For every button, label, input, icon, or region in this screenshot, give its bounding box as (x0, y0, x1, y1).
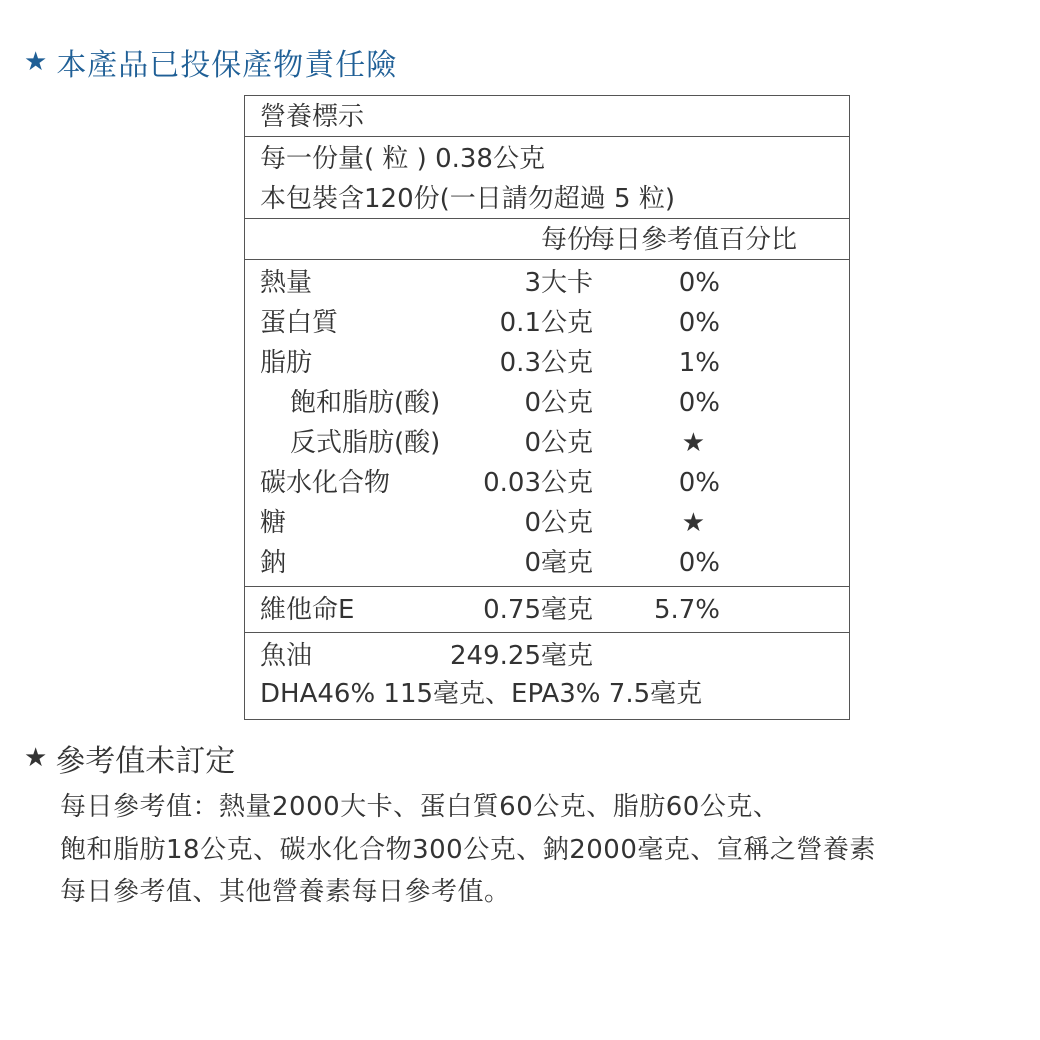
nutrient-per-serving: 0毫克 (524, 548, 593, 578)
col-per-serving: 每份 (540, 225, 593, 255)
fish-oil-per-serving: 249.25毫克 (450, 641, 593, 671)
panel-title-section (245, 96, 849, 137)
nutrient-daily-pct: 0% (678, 548, 720, 578)
nutrient-name: 反式脂肪(酸) (290, 428, 441, 458)
nutrient-daily-pct: 0% (678, 468, 720, 498)
nutrient-daily-pct: ★ (681, 508, 705, 538)
nutrient-daily-pct: ★ (681, 428, 705, 458)
fish-oil-detail: DHA46% 115毫克、EPA3% 7.5毫克 (260, 679, 703, 709)
nutrient-per-serving: 0公克 (524, 388, 593, 418)
nutrient-per-serving: 0公克 (524, 508, 593, 538)
nutrients-section (245, 260, 849, 587)
footnote-heading (24, 736, 235, 780)
vitamin-per-serving: 0.75毫克 (483, 595, 593, 625)
footnote-line: 每日參考值：熱量2000大卡、蛋白質60公克、脂肪60公克、 (60, 792, 780, 822)
nutrient-name: 脂肪 (260, 348, 313, 378)
col-daily-pct: 每日參考值百分比 (589, 225, 798, 255)
nutrient-name: 糖 (260, 508, 287, 538)
nutrient-name: 熱量 (260, 268, 313, 298)
serving-size: 每一份量( 粒 ) 0.38公克 (260, 144, 545, 174)
vitamin-daily-pct: 5.7% (653, 595, 720, 625)
nutrient-name: 飽和脂肪(酸) (290, 388, 441, 418)
nutrient-name: 蛋白質 (260, 308, 339, 338)
nutrient-per-serving: 0.03公克 (483, 468, 593, 498)
servings-per-package: 本包裝含120份(一日請勿超過 5 粒) (260, 184, 675, 214)
fish-oil-section (245, 633, 849, 719)
nutrient-name: 鈉 (260, 548, 287, 578)
nutrient-per-serving: 0公克 (524, 428, 593, 458)
insurance-notice (24, 40, 397, 84)
nutrient-daily-pct: 0% (678, 308, 720, 338)
footnote-line: 飽和脂肪18公克、碳水化合物300公克、鈉2000毫克、宣稱之營養素 (60, 835, 876, 865)
nutrient-daily-pct: 0% (678, 388, 720, 418)
insurance-text: 本產品已投保產物責任險 (56, 48, 398, 83)
nutrition-facts-panel (244, 95, 850, 720)
footnote-line: 每日參考值、其他營養素每日參考值。 (60, 877, 511, 907)
nutrient-name: 碳水化合物 (260, 468, 391, 498)
vitamin-section (245, 587, 849, 633)
nutrient-per-serving: 0.3公克 (499, 348, 593, 378)
footnote-title: 參考值未訂定 (55, 744, 236, 779)
serving-section (245, 137, 849, 219)
nutrient-per-serving: 3大卡 (524, 268, 593, 298)
nutrient-daily-pct: 1% (678, 348, 720, 378)
star-icon: ★ (24, 743, 48, 773)
vitamin-name: 維他命E (260, 595, 355, 625)
nutrient-daily-pct: 0% (678, 268, 720, 298)
star-icon: ★ (24, 47, 49, 77)
panel-title: 營養標示 (260, 102, 365, 132)
nutrient-per-serving: 0.1公克 (499, 308, 593, 338)
fish-oil-name: 魚油 (260, 641, 313, 671)
column-header-section (245, 219, 849, 260)
